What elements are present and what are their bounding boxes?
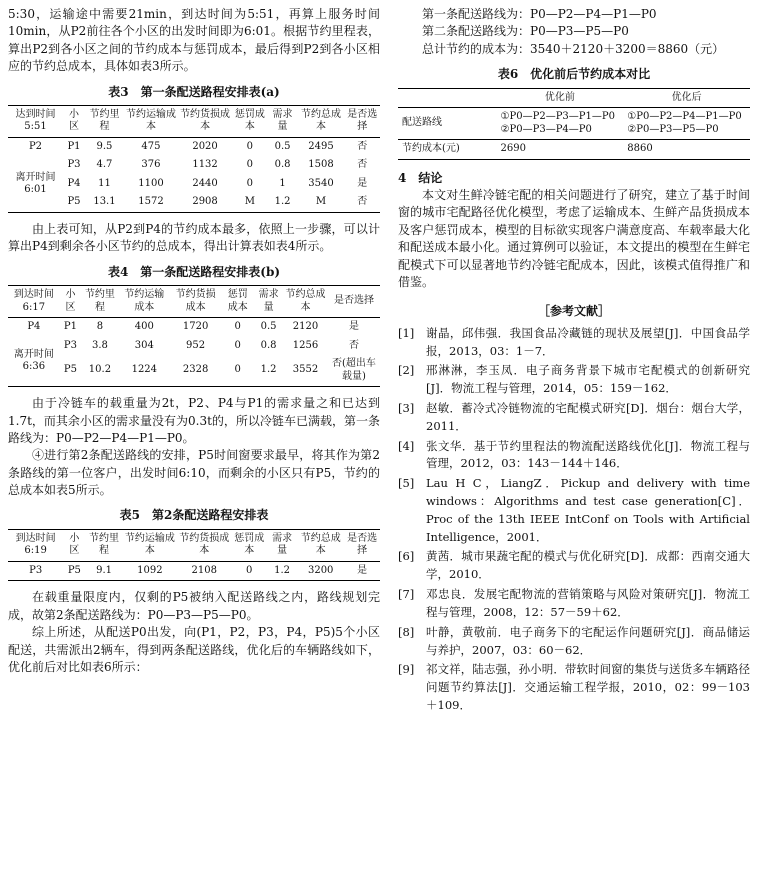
reference-number: [3] — [398, 400, 415, 415]
table-row — [8, 137, 380, 156]
reference-number: [6] — [398, 549, 415, 564]
table-cell: M — [244, 196, 255, 208]
table-cell: 2328 — [182, 364, 209, 376]
table4-header-row — [8, 286, 380, 318]
table-cell: 2440 — [192, 177, 218, 189]
table-cell: 1.2 — [260, 364, 277, 376]
table-cell: 3540 — [308, 177, 334, 189]
table-cell: 0 — [246, 177, 254, 189]
table3-header: 节约货损成本 — [178, 105, 232, 137]
table-cell: 400 — [134, 321, 154, 333]
table-cell: 1092 — [137, 564, 163, 576]
table-cell: 11 — [98, 177, 111, 189]
table3-header: 是否选择 — [345, 105, 381, 137]
reference-number: [8] — [398, 624, 415, 639]
table-cell: 1572 — [138, 196, 164, 208]
table-row — [8, 156, 380, 175]
table-cell: 0 — [246, 140, 254, 152]
table-cell: P1 — [67, 140, 81, 152]
table-cell — [623, 108, 750, 140]
right-column — [398, 6, 750, 717]
table-cell: 952 — [186, 339, 206, 351]
table-cell: 2108 — [191, 564, 217, 576]
reference-number: [5] — [398, 476, 415, 491]
table-cell: P3 — [63, 339, 78, 351]
table6-header: 优化后 — [623, 88, 750, 108]
reference-number: [1] — [398, 325, 415, 340]
table5-header: 节约运输成本 — [123, 529, 177, 561]
reference-text: 黄茜．城市果蔬宅配的模式与优化研究[D]．成都：西南交通大学，2010． — [426, 549, 750, 582]
reference-text: Lau H C，LiangZ．Pickup and delivery with time windows：Algorithms and test case generation[C]．Proc of the 13th IEEE IntConf on Tools with Artificial Intelligence，2001． — [426, 476, 750, 544]
route-1: 第一条配送路线为：P0—P2—P4—P1—P0 — [422, 7, 657, 21]
table5-header-row — [8, 529, 380, 561]
table-cell: 3552 — [292, 364, 319, 376]
reference-number: [4] — [398, 438, 415, 453]
total-savings: 总计节约的成本为：3540＋2120＋3200＝8860（元） — [422, 41, 725, 56]
table4-header: 节约里程 — [81, 286, 118, 318]
table-cell: 节约成本(元) — [402, 143, 460, 155]
reference-text: 谢晶，邱伟强．我国食品冷藏链的现状及展望[J]．中国食品学报，2013，03：1－7． — [426, 325, 750, 358]
table-cell: 8 — [96, 321, 104, 333]
table-cell: P3 — [29, 564, 43, 576]
table-cell: 离开时间6:01 — [15, 171, 56, 196]
table-cell: 2690 — [500, 143, 526, 155]
reference-text: 叶静，黄敬前．电子商务下的宅配运作问题研究[J]．商品储运与养护，2007，03：60－62． — [426, 624, 750, 657]
reference-text: 邢淋淋，李玉凤．电子商务背景下城市宅配模式的创新研究[J]．物流工程与管理，2014，05：159－162． — [426, 363, 750, 396]
table-cell: 3.8 — [91, 339, 108, 351]
table-cell: 8860 — [627, 143, 653, 155]
table3 — [8, 105, 380, 213]
reference-item — [398, 475, 750, 546]
references-title: ［参考文献］ — [537, 304, 610, 319]
table5-header: 节约里程 — [85, 529, 122, 561]
table-cell: 0 — [234, 364, 241, 376]
table-cell: 475 — [141, 140, 161, 152]
table-cell: 否 — [348, 339, 359, 351]
table4-header: 惩罚成本 — [221, 286, 254, 318]
paragraph-5: 在载重量限度内，仅剩的P5被纳入配送路线之内，路线规划完成，故第2条配送路线为：P0—P3—P5—P0。 — [8, 590, 380, 622]
table5-header: 小区 — [63, 529, 85, 561]
table-cell: 0.8 — [260, 339, 277, 351]
reference-text: 祁文祥，陆志强，孙小明．带软时间窗的集货与送货多车辆路径问题节约算法[J]．交通运输工程学报，2010，02：99－103＋109． — [426, 662, 750, 712]
table4-header: 小区 — [60, 286, 81, 318]
table-cell: 9.5 — [96, 140, 113, 152]
table-cell: 是 — [357, 564, 368, 576]
table4-header: 节约总成本 — [283, 286, 328, 318]
reference-text: 邓忠良．发展宅配物流的营销策略与风险对策研究[J]．物流工程与管理，2008，12：57－59＋62． — [426, 587, 750, 619]
table-cell: 否 — [357, 140, 368, 152]
table6-caption: 表6 优化前后节约成本对比 — [497, 67, 651, 82]
reference-number: [2] — [398, 363, 415, 378]
table-cell: 0.8 — [274, 159, 291, 171]
reference-item — [398, 400, 750, 436]
table-cell: 2120 — [292, 321, 319, 333]
table4-header: 到达时间6:17 — [8, 286, 60, 318]
reference-item — [398, 661, 750, 714]
section-title-conclusion: 4 结论 — [398, 170, 443, 185]
reference-item — [398, 548, 750, 584]
table3-header: 节约运输成本 — [124, 105, 178, 137]
table-cell: 2020 — [192, 140, 218, 152]
table4-header: 是否选择 — [328, 286, 380, 318]
table-row — [398, 108, 750, 140]
table-cell: 1100 — [138, 177, 164, 189]
route-before-2: ②P0—P3—P4—P0 — [500, 123, 592, 135]
table-row — [398, 140, 750, 160]
intro-paragraph: 5:30，运输途中需要21min，到达时间为5:51，再算上服务时间10min，从P2前往各个小区的出发时间即为6:01。根据节约里程表，算出P2到各小区之间的节约成本与惩罚成本，最后得到P2到各小区相应的节约总成本，具体如表3所示。 — [8, 7, 380, 74]
table-cell: 9.1 — [96, 564, 112, 576]
table-row — [8, 337, 380, 356]
table-cell: 否(超出车载量) — [332, 358, 376, 382]
route-before-1: ①P0—P2—P3—P1—P0 — [500, 111, 615, 123]
table-cell: 1224 — [131, 364, 158, 376]
table4-caption: 表4 第一条配送路程安排表(b) — [107, 264, 281, 279]
route-2: 第二条配送路线为：P0—P3—P5—P0 — [422, 24, 629, 39]
reference-list — [398, 325, 750, 715]
table3-header-row — [8, 105, 380, 137]
reference-item — [398, 325, 750, 361]
table-cell: P4 — [67, 177, 81, 189]
table3-header: 达到时间5:51 — [8, 105, 63, 137]
table-cell: 0 — [246, 564, 253, 576]
paragraph-2: 由上表可知，从P2到P4的节约成本最多，依照上一步骤，可以计算出P4到剩余各小区节约的总成本，得出计算表如表4所示。 — [8, 221, 380, 254]
table5-header: 节约货损成本 — [177, 529, 231, 561]
table-cell: P4 — [27, 321, 41, 333]
table-cell: 1132 — [192, 159, 218, 171]
table-row — [8, 318, 380, 337]
table-cell: P3 — [67, 159, 81, 171]
table-cell: 0.5 — [260, 321, 277, 333]
paragraph-4: ④进行第2条配送路线的安排，P5时间窗要求最早，将其作为第2条路线的第一位客户，出发时间6:10，而剩余的小区只有P5，节约的总成本如表5所示。 — [8, 448, 380, 498]
table-cell: 1720 — [182, 321, 209, 333]
table-cell: 否 — [357, 196, 368, 208]
table-cell: 离开时间6:36 — [13, 348, 54, 373]
table-cell: 0 — [234, 321, 241, 333]
table-cell: 是 — [357, 177, 368, 189]
reference-number: [9] — [398, 662, 415, 677]
table6-header-row — [398, 88, 750, 108]
table-cell: P2 — [28, 140, 43, 152]
table-cell: 1.2 — [274, 564, 291, 576]
paragraph-3: 由于冷链车的载重量为2t，P2、P4与P1的需求量之和已达到1.7t，而其余小区的需求量没有为0.3t的，所以冷链车已满载，第一条路线为：P0—P2—P4—P1—P0。 — [8, 396, 380, 445]
table-cell: M — [315, 196, 327, 208]
table5 — [8, 529, 380, 582]
table5-header: 到达时间6:19 — [8, 529, 63, 561]
table-cell: 是 — [348, 321, 359, 333]
table3-caption: 表3 第一条配送路程安排表(a) — [108, 84, 280, 99]
table-cell: 1508 — [308, 159, 334, 171]
table6 — [398, 88, 750, 160]
reference-item — [398, 362, 750, 398]
table4-header: 节约运输成本 — [119, 286, 170, 318]
table3-header: 惩罚成本 — [232, 105, 267, 137]
table6-header — [398, 88, 497, 108]
table3-header: 节约里程 — [85, 105, 124, 137]
table-cell: 2495 — [308, 140, 334, 152]
table-cell — [497, 108, 624, 140]
table-cell: 4.7 — [96, 159, 113, 171]
table3-header: 需求量 — [268, 105, 298, 137]
table-cell: P5 — [67, 564, 81, 576]
table3-header: 小区 — [63, 105, 85, 137]
table5-header: 惩罚成本 — [231, 529, 267, 561]
table-cell: 3200 — [307, 564, 334, 576]
reference-number: [7] — [398, 587, 415, 602]
table-cell: 1.2 — [274, 196, 291, 208]
paragraph-6: 综上所述，从配送P0出发，向(P1，P2，P3，P4，P5)5个小区配送，共需派出2辆车，得到两条配送路线，优化后的车辆路线如下，优化前后对比如表6所示： — [8, 625, 380, 674]
table-cell: P1 — [63, 321, 78, 333]
table5-header: 需求量 — [267, 529, 297, 561]
table5-caption: 表5 第2条配送路程安排表 — [119, 508, 269, 523]
table-cell: 0.5 — [274, 140, 291, 152]
reference-text: 赵敏．蓄冷式冷链物流的宅配模式研究[D]．烟台：烟台大学，2011． — [426, 400, 750, 433]
table-row — [8, 175, 380, 194]
table-cell: 1256 — [292, 339, 319, 351]
table-cell: 否 — [357, 159, 368, 171]
table-cell: P5 — [67, 196, 81, 208]
conclusion-paragraph: 本文对生鲜冷链宅配的相关问题进行了研究，建立了基于时间窗的城市宅配路径优化模型，考虑了运输成本、生鲜产品货损成本及客户惩罚成本，模型的目标欲实现客户满意度高、车载率最大化和配送成本最小化。通过算例可以验证，本文提出的模型在生鲜宅配模式下可以显著地节约冷链宅配成本，因此，该模式值得推广和借鉴。 — [398, 187, 750, 289]
route-after-2: ②P0—P3—P5—P0 — [627, 123, 719, 135]
table4 — [8, 285, 380, 387]
reference-item — [398, 438, 750, 474]
table-cell: 0 — [246, 159, 254, 171]
table5-header: 节约总成本 — [297, 529, 344, 561]
reference-item — [398, 624, 750, 660]
table-cell: 1 — [279, 177, 286, 189]
table-cell: 配送路线 — [402, 117, 442, 129]
table-cell: 13.1 — [93, 196, 116, 208]
table6-header: 优化前 — [497, 88, 624, 108]
left-column — [8, 6, 380, 676]
table4-header: 节约货损成本 — [170, 286, 221, 318]
table-row — [8, 193, 380, 212]
table5-header: 是否选择 — [344, 529, 380, 561]
table-cell: 2908 — [192, 196, 218, 208]
reference-item — [398, 586, 750, 622]
table-cell: 376 — [141, 159, 161, 171]
table-cell: P5 — [63, 364, 78, 376]
table3-header: 节约总成本 — [298, 105, 345, 137]
table-row — [8, 355, 380, 387]
table-row — [8, 561, 380, 581]
table-cell: 304 — [134, 339, 154, 351]
table-cell: 0 — [234, 339, 241, 351]
reference-text: 张文华．基于节约里程法的物流配送路线优化[J]．物流工程与管理，2012，03：143－144＋146． — [426, 438, 750, 471]
table4-header: 需求量 — [254, 286, 283, 318]
table-cell: 10.2 — [88, 364, 112, 376]
route-after-1: ①P0—P2—P4—P1—P0 — [627, 111, 742, 123]
